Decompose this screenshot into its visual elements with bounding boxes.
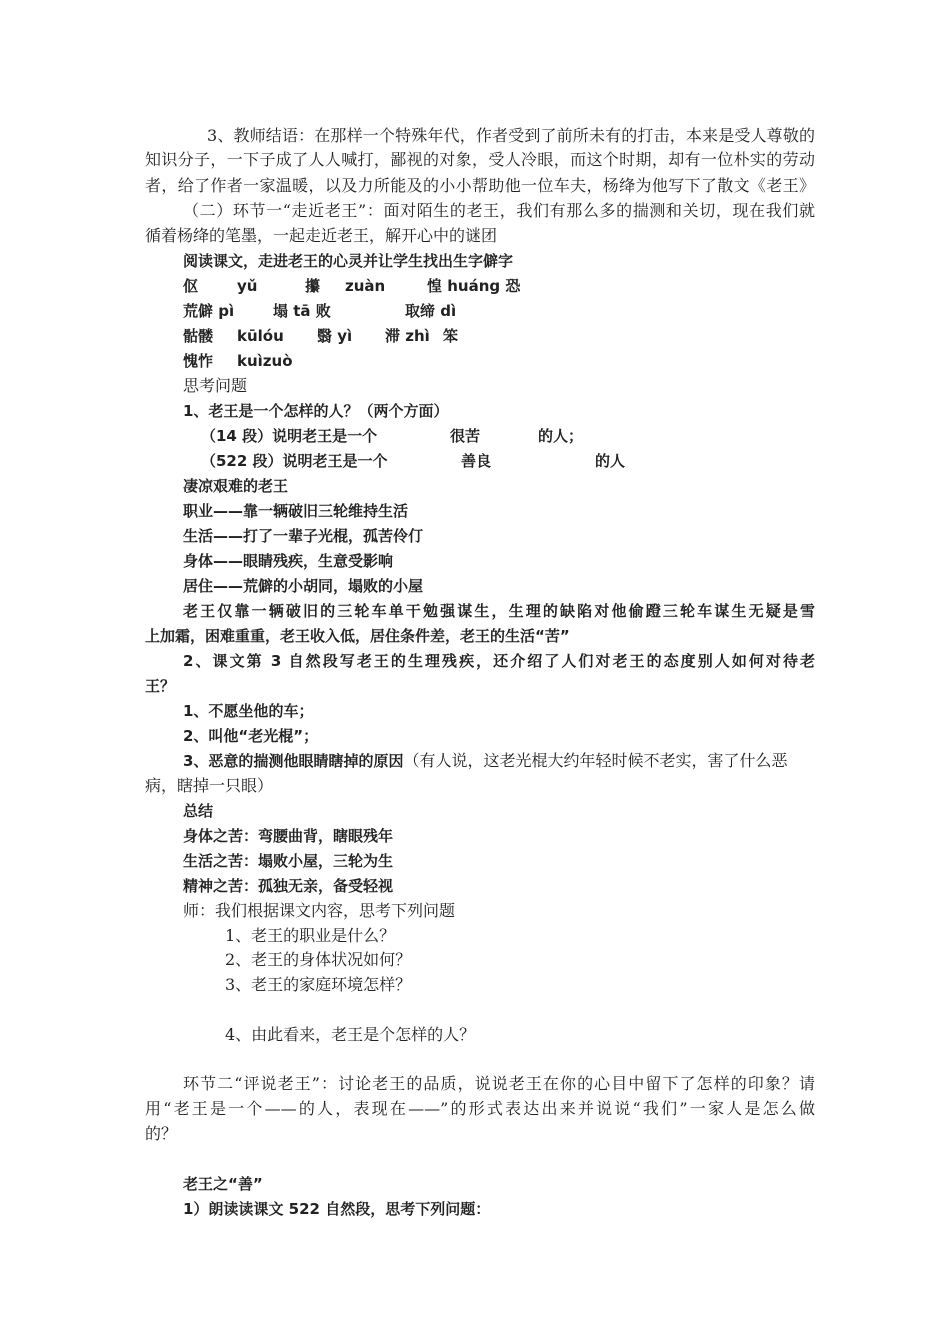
document-page: 3、教师结语：在那样一个特殊年代，作者受到了前所未有的打击，本来是受人尊敬的 知识分子，一下子成了人人喊打，鄙视的对象，受人冷眼，而这个时期，却有一位朴实的劳动 者，给了作者一家温暖，以及力所能及的小小帮助他一位车夫，杨绛为他写下了散文《老王》 （二）环节一“走近老王”：面对陌生的老王，我们有那么多的揣测和关切，现在我们就 循着杨绛的笔墨，一起走近老王，解开心中的谜团 阅读课文，走进老王的心灵并让学生找出生字僻字 伛 yǔ 攥 zuàn 惶 huáng 恐 荒僻 pì 塌 tā 败 取缔 dì 骷髅 kūlóu 翳 yì 滞 zhì 笨 愧怍 kuìzuò 思考问题 1、老王是一个怎样的人？（两个方面） （14 段）说明老王是一个 很苦 的人； （522 段）说明老王是一个 善良 的人 凄凉艰难的老王 职业——靠一辆破旧三轮维持生活 生活——打了一辈子光棍，孤苦伶仃 身体——眼睛残疾，生意受影响 居住——荒僻的小胡同，塌败的小屋 老王仅靠一辆破旧的三轮车单干勉强谋生，生理的缺陷对他偷蹬三轮车谋生无疑是雪 上加霜，困难重重，老王收入低，居住条件差，老王的生活“苦” 2、课文第 3 自然段写老王的生理残疾，还介绍了人们对老王的态度别人如何对待老 王？ 1、不愿坐他的车； 2、叫他“老光棍”； 3、恶意的揣测他眼睛瞎掉的原因（有人说，这老光棍大约年轻时候不老实，害了什么恶 病，瞎掉一只眼） 总结 身体之苦：弯腰曲背，瞎眼残年 生活之苦：塌败小屋，三轮为生 精神之苦：孤独无亲，备受轻视 师：我们根据课文内容，思考下列问题 1、老王的职业是什么？ 2、老王的身体状况如何？ 3、老王的家庭环境怎样？ 4、由此看来，老王是个怎样的人？ 环节二“评说老王”：讨论老王的品质，说说老王在你的心目中留下了怎样的印象？请 用“老王是一个——的人，表现在——”的形式表达出来并说说“我们”一家人是怎么做 的？ 老王之“善” 1）朗读读课文 522 自然段，思考下列问题： — [0, 0, 950, 1344]
reading-task: 阅读课文，走进老王的心灵并让学生找出生字僻字 — [183, 252, 514, 270]
q2-item: 1、不愿坐他的车； — [183, 702, 314, 720]
teacher-question: 4、由此看来，老王是个怎样的人？ — [225, 1025, 476, 1044]
bleak-title: 凄凉艰难的老王 — [183, 477, 289, 495]
think-title: 思考问题 — [183, 376, 248, 395]
vocab-word: 惶 huáng 恐 — [427, 277, 521, 295]
conclusion-item: 精神之苦：孤独无亲，备受轻视 — [183, 877, 394, 895]
vocab-pinyin: yǔ — [237, 277, 258, 295]
teacher-intro: 师：我们根据课文内容，思考下列问题 — [183, 901, 456, 920]
p1-line3: 者，给了作者一家温暖，以及力所能及的小小帮助他一位车夫，杨绛为他写下了散文《老王》 — [145, 176, 815, 195]
vocab-word: 笨 — [443, 327, 459, 345]
vocab-pinyin: kuìzuò — [237, 352, 293, 370]
p2-line1: （二）环节一“走近老王”：面对陌生的老王，我们有那么多的揣测和关切，现在我们就 — [183, 201, 815, 220]
vocab-word: 滞 zhì — [385, 327, 430, 345]
q2-line1: 2、课文第 3 自然段写老王的生理残疾，还介绍了人们对老王的态度别人如何对待老 — [183, 652, 815, 670]
bleak-item: 居住——荒僻的小胡同，塌败的小屋 — [183, 577, 424, 595]
vocab-word: 荒僻 pì — [183, 302, 235, 320]
vocab-pinyin: zuàn — [345, 277, 386, 295]
section2-line3: 的？ — [145, 1124, 178, 1143]
good-task: 1）朗读读课文 522 自然段，思考下列问题： — [183, 1200, 491, 1218]
section2-line2: 用“老王是一个——的人，表现在——”的形式表达出来并说说“我们”一家人是怎么做 — [145, 1099, 815, 1118]
vocab-word: 攥 — [305, 277, 321, 295]
q2-line2: 王？ — [145, 677, 176, 695]
summary-line1: 老王仅靠一辆破旧的三轮车单干勉强谋生，生理的缺陷对他偷蹬三轮车谋生无疑是雪 — [183, 602, 815, 620]
q2-item-3-cont: 病，瞎掉一只眼） — [145, 776, 274, 795]
p1-line1: 3、教师结语：在那样一个特殊年代，作者受到了前所未有的打击，本来是受人尊敬的 — [207, 126, 815, 145]
vocab-word: 塌 tā 败 — [273, 302, 331, 320]
teacher-question: 3、老王的家庭环境怎样？ — [225, 975, 412, 994]
vocab-word: 翳 yì — [317, 327, 353, 345]
q1-title: 1、老王是一个怎样的人？（两个方面） — [183, 402, 449, 420]
section2-line1: 环节二“评说老王”：讨论老王的品质，说说老王在你的心目中留下了怎样的印象？请 — [183, 1074, 815, 1093]
teacher-question: 1、老王的职业是什么？ — [225, 926, 396, 945]
good-title: 老王之“善” — [183, 1175, 263, 1193]
teacher-question: 2、老王的身体状况如何？ — [225, 950, 412, 969]
vocab-word: 骷髅 — [183, 327, 214, 345]
vocab-word: 愧怍 — [183, 352, 214, 370]
conclusion-title: 总结 — [183, 802, 214, 820]
bleak-item: 生活——打了一辈子光棍，孤苦伶仃 — [183, 527, 424, 545]
bleak-item: 职业——靠一辆破旧三轮维持生活 — [183, 502, 409, 520]
p1-line2: 知识分子，一下子成了人人喊打，鄙视的对象，受人冷眼，而这个时期，却有一位朴实的劳动 — [145, 150, 815, 169]
bleak-item: 身体——眼睛残疾，生意受影响 — [183, 552, 394, 570]
vocab-word: 伛 — [183, 277, 199, 295]
conclusion-item: 生活之苦：塌败小屋，三轮为生 — [183, 852, 394, 870]
p2-line2: 循着杨绛的笔墨，一起走近老王，解开心中的谜团 — [145, 226, 498, 245]
q2-item-3: 3、恶意的揣测他眼睛瞎掉的原因（有人说，这老光棍大约年轻时候不老实，害了什么恶 — [183, 751, 788, 770]
vocab-word: 取缔 dì — [405, 302, 457, 320]
conclusion-item: 身体之苦：弯腰曲背，瞎眼残年 — [183, 827, 394, 845]
summary-line2: 上加霜，困难重重，老王收入低，居住条件差，老王的生活“苦” — [145, 627, 570, 645]
vocab-pinyin: kūlóu — [237, 327, 284, 345]
q2-item: 2、叫他“老光棍”； — [183, 727, 319, 745]
